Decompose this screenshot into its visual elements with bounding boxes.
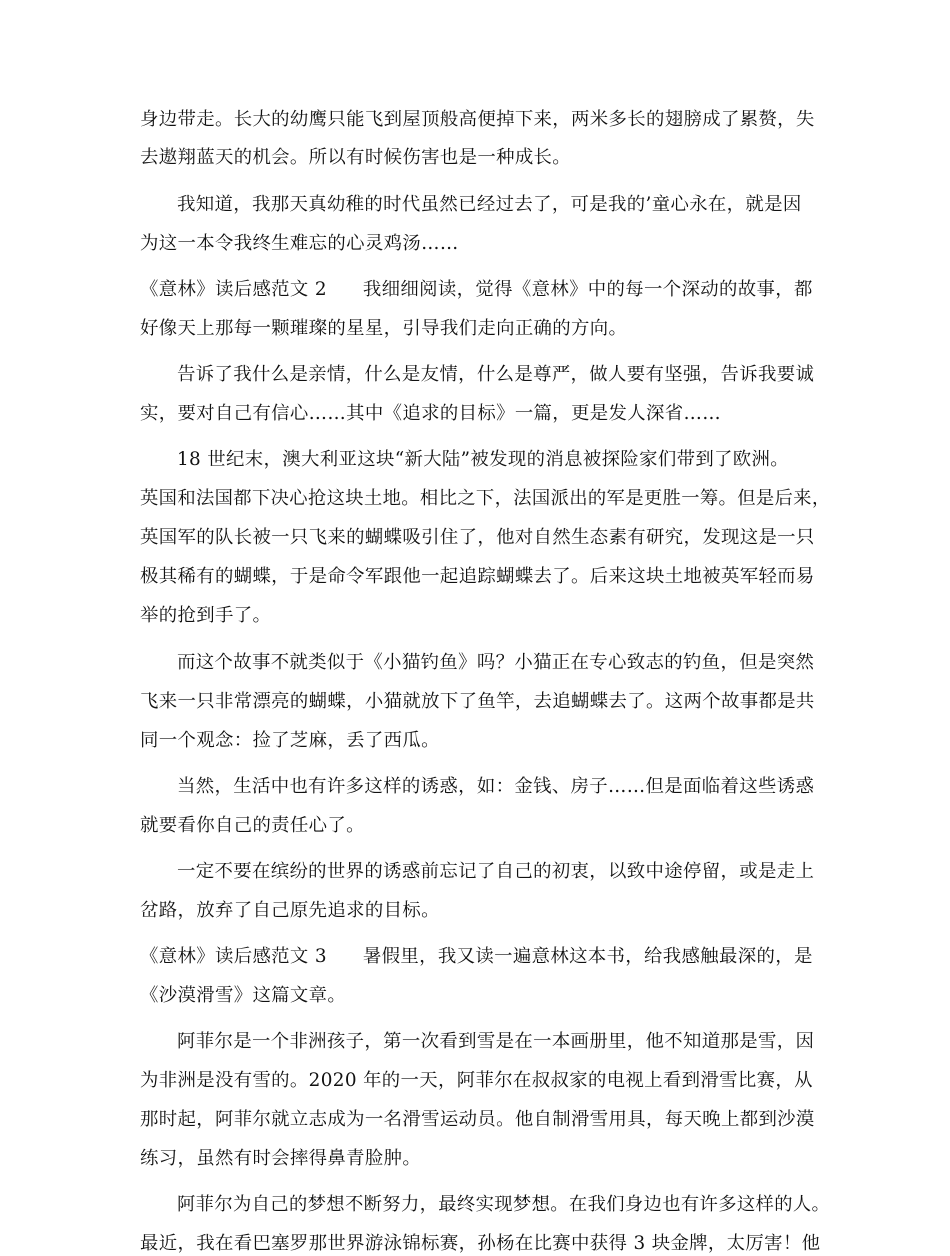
paragraph-line: 为这一本令我终生难忘的心灵鸡汤…… — [140, 233, 459, 254]
section-heading-line — [140, 278, 813, 302]
paragraph-line: 阿菲尔是一个非洲孩子，第一次看到雪是在一本画册里，他不知道那是雪，因 — [177, 1031, 815, 1052]
paragraph-line: 最近，我在看巴塞罗那世界游泳锦标赛，孙杨在比赛中获得 3 块金牌，太厉害！他 — [140, 1233, 821, 1254]
paragraph-line: 岔路，放弃了自己原先追求的目标。 — [140, 900, 440, 921]
paragraph-line: 好像天上那每一颗璀璨的星星，引导我们走向正确的方向。 — [140, 318, 628, 339]
paragraph-line: 飞来一只非常漂亮的蝴蝶，小猫就放下了鱼竿，去追蝴蝶去了。这两个故事都是共 — [140, 691, 815, 712]
section-heading: 《意林》读后感范文 2 — [140, 279, 327, 300]
paragraph-line: 而这个故事不就类似于《小猫钓鱼》吗？小猫正在专心致志的钓鱼，但是突然 — [177, 652, 815, 673]
paragraph-line: 就要看你自己的责任心了。 — [140, 815, 365, 836]
paragraph-line: 我知道，我那天真幼稚的时代虽然已经过去了，可是我的’童心永在，就是因 — [177, 194, 802, 215]
paragraph-line: 英国和法国都下决心抢这块土地。相比之下，法国派出的军是更胜一筹。但是后来， — [140, 488, 831, 509]
paragraph-line: 极其稀有的蝴蝶，于是命令军跟他一起追踪蝴蝶去了。后来这块土地被英军轻而易 — [140, 566, 815, 587]
paragraph-line: 同一个观念：捡了芝麻，丢了西瓜。 — [140, 730, 440, 751]
section-heading-line — [140, 945, 813, 969]
paragraph-line: 实，要对自己有信心……其中《追求的目标》一篇，更是发人深省…… — [140, 403, 721, 424]
paragraph-line: 身边带走。长大的幼鹰只能飞到屋顶般高便掉下来，两米多长的翅膀成了累赘，失 — [140, 109, 815, 130]
paragraph-line: 18 世纪末，澳大利亚这块“新大陆”被发现的消息被探险家们带到了欧洲。 — [177, 449, 790, 470]
section-heading: 《意林》读后感范文 3 — [140, 946, 327, 967]
paragraph-line: 为非洲是没有雪的。2020 年的一天，阿菲尔在叔叔家的电视上看到滑雪比赛，从 — [140, 1070, 813, 1091]
paragraph-line: 告诉了我什么是亲情，什么是友情，什么是尊严，做人要有坚强，告诉我要诚 — [177, 364, 815, 385]
paragraph-text: 暑假里，我又读一遍意林这本书，给我感触最深的，是 — [362, 946, 813, 967]
paragraph-line: 一定不要在缤纷的世界的诱惑前忘记了自己的初衷，以致中途停留，或是走上 — [177, 861, 815, 882]
paragraph-line: 去遨翔蓝天的机会。所以有时候伤害也是一种成长。 — [140, 147, 572, 168]
paragraph-line: 那时起，阿菲尔就立志成为一名滑雪运动员。他自制滑雪用具，每天晚上都到沙漠 — [140, 1109, 815, 1130]
paragraph-text: 我细细阅读，觉得《意林》中的每一个深动的故事，都 — [362, 279, 813, 300]
paragraph-line: 举的抢到手了。 — [140, 605, 272, 626]
paragraph-line: 《沙漠滑雪》这篇文章。 — [140, 985, 347, 1006]
paragraph-line: 练习，虽然有时会摔得鼻青脸肿。 — [140, 1148, 422, 1169]
paragraph-line: 当然，生活中也有许多这样的诱惑，如：金钱、房子……但是面临着这些诱惑 — [177, 776, 815, 797]
paragraph-line: 阿菲尔为自己的梦想不断努力，最终实现梦想。在我们身边也有许多这样的人。 — [177, 1194, 831, 1215]
paragraph-line: 英国军的队长被一只飞来的蝴蝶吸引住了，他对自然生态素有研究，发现这是一只 — [140, 527, 815, 548]
